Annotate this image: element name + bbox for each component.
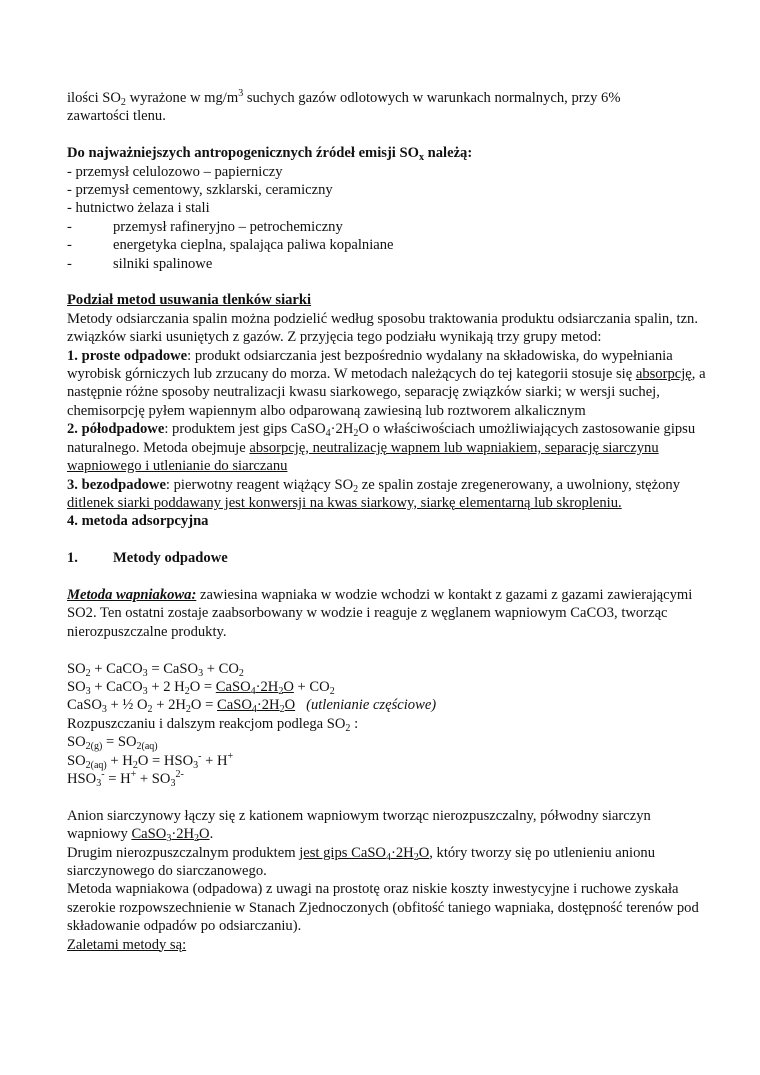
list-item: - energetyka cieplna, spalająca paliwa kopalniane xyxy=(67,237,394,254)
advantages-heading: Zaletami metody są: xyxy=(67,936,187,953)
list-dash: - xyxy=(67,218,72,235)
intro-text: zawartości tlenu. xyxy=(67,108,166,125)
closing-paragraph-1: Anion siarczynowy łączy się z kationem wapniowym tworząc nierozpuszczalny, półwodny siarczyn wapniowy $CaSO_3\cdot 2H_2O$. xyxy=(67,807,651,845)
reaction-6: $SO_{2(aq)} + H_2O = HSO_3^- + H^+$ xyxy=(67,750,234,771)
closing-paragraph-3: Metoda wapniakowa (odpadowa) z uwagi na prostotę oraz niskie koszty inwestycyjne i ruchowe zyskała szerokie rozpowszechnienie w Stanach Zjednoczonych (obfitość taniego wapniaka, dostępność terenów pod składowanie odpadów po odsiarczaniu). xyxy=(67,881,699,935)
closing-paragraph-2: Drugim nierozpuszczalnym produktem jest gips $CaSO_4\cdot 2H_2O$, który tworzy się po utlenieniu anionu siarczynowego do siarczanowego. xyxy=(67,844,655,879)
intro-paragraph xyxy=(67,89,707,126)
method-4: 4. metoda adsorpcyjna xyxy=(67,513,209,530)
reaction-1: $SO_2$ + CaCO$_3$ = CaSO$_3$ + $CO_2$ xyxy=(67,660,244,679)
reaction-4: Rozpuszczaniu i dalszym reakcjom podlega $SO_2$ : xyxy=(67,715,359,734)
superscript: 3 xyxy=(238,88,244,99)
reaction-note: (utlenianie częściowe) xyxy=(306,697,437,714)
list-dash: - xyxy=(67,255,72,272)
intro-text: ilości SO xyxy=(67,90,121,106)
list-dash: - xyxy=(67,237,72,254)
subscript: x xyxy=(418,152,424,164)
list-item: - hutnictwo żelaza i stali xyxy=(67,200,210,217)
document-page xyxy=(67,89,707,954)
list-item: - przemysł rafineryjno – petrochemiczny xyxy=(67,218,343,235)
section-heading: 1. Metody odpadowe xyxy=(67,550,228,567)
reaction-5: $SO_{2(g)} = SO_{2(aq)}$ xyxy=(67,734,158,753)
limestone-method-paragraph: Metoda wapniakowa: zawiesina wapniaka w wodzie wchodzi w kontakt z gazami z gazami zawierającymi SO2. Ten ostatni zostaje zaabsorbowany w wodzie i reaguje z węglanem wapniowym CaCO3, tworząc nierozpuszczalne produkty. xyxy=(67,586,693,640)
method-1: 1. proste odpadowe: produkt odsiarczania jest bezpośrednio wydalany na składowiska, do wypełniania wyrobisk górniczych lub zrzucany do morza. W metodach należących do tej kategorii stosuje się absorpcję, a następnie różne sposoby neutralizacji kwasu siarkowego, separację związków siarki; w wersji suchej, chemisorpcję pyłem wapiennym albo odparowaną zawiesiną lub roztworem alkalicznym xyxy=(67,347,706,419)
method-3: 3. bezodpadowe: pierwotny reagent wiążący $SO_2$ ze spalin zostaje zregenerowany, a uwolniony, stężony ditlenek siarki poddawany jest konwersji na kwas siarkowy, siarkę elementarną lub skropleniu. xyxy=(67,476,681,511)
method-2: 2. półodpadowe: produktem jest gips $CaSO_4\cdot 2H_2O$ o właściwościach umożliwiających zastosowanie gipsu naturalnego. Metoda obejmuje absorpcję, neutralizację wapnem lub wapniakiem, separację siarczynu wapniowego i utlenianie do siarczanu xyxy=(67,421,696,475)
subscript: 2 xyxy=(120,97,126,108)
reaction-2: $SO_3$ + CaCO$_3$ + 2 $H_2O$ = $CaSO_4\cdot 2H_2O + CO_2$ xyxy=(67,678,335,697)
sources-heading: Do najważniejszych antropogenicznych źródeł emisji $SO_x$ należą: xyxy=(67,145,473,164)
intro-text: suchych gazów odlotowych w warunkach normalnych, przy 6% xyxy=(243,90,621,106)
division-intro: Metody odsiarczania spalin można podzielić według sposobu traktowania produktu odsiarczania spalin, tzn. związków siarki usuniętych z gazów. Z przyjęcia tego podziału wynikają trzy grupy metod: xyxy=(67,310,699,346)
reaction-3: CaSO$_3$ + ½ $O_2 + 2H_2O$ = $CaSO_4\cdot 2H_2O$ (utlenianie częściowe) xyxy=(67,697,437,716)
list-item: - przemysł celulozowo – papierniczy xyxy=(67,163,283,180)
division-heading: Podział metod usuwania tlenków siarki xyxy=(67,292,312,309)
limestone-method-label: Metoda wapniakowa: xyxy=(67,586,197,603)
list-item: - silniki spalinowe xyxy=(67,255,213,272)
list-item: - przemysł cementowy, szklarski, ceramiczny xyxy=(67,182,333,199)
intro-text: wyrażone w mg/m xyxy=(125,90,239,106)
reaction-7: $HSO_3^- = H^+ + SO_3^{2-}$ xyxy=(67,768,184,789)
